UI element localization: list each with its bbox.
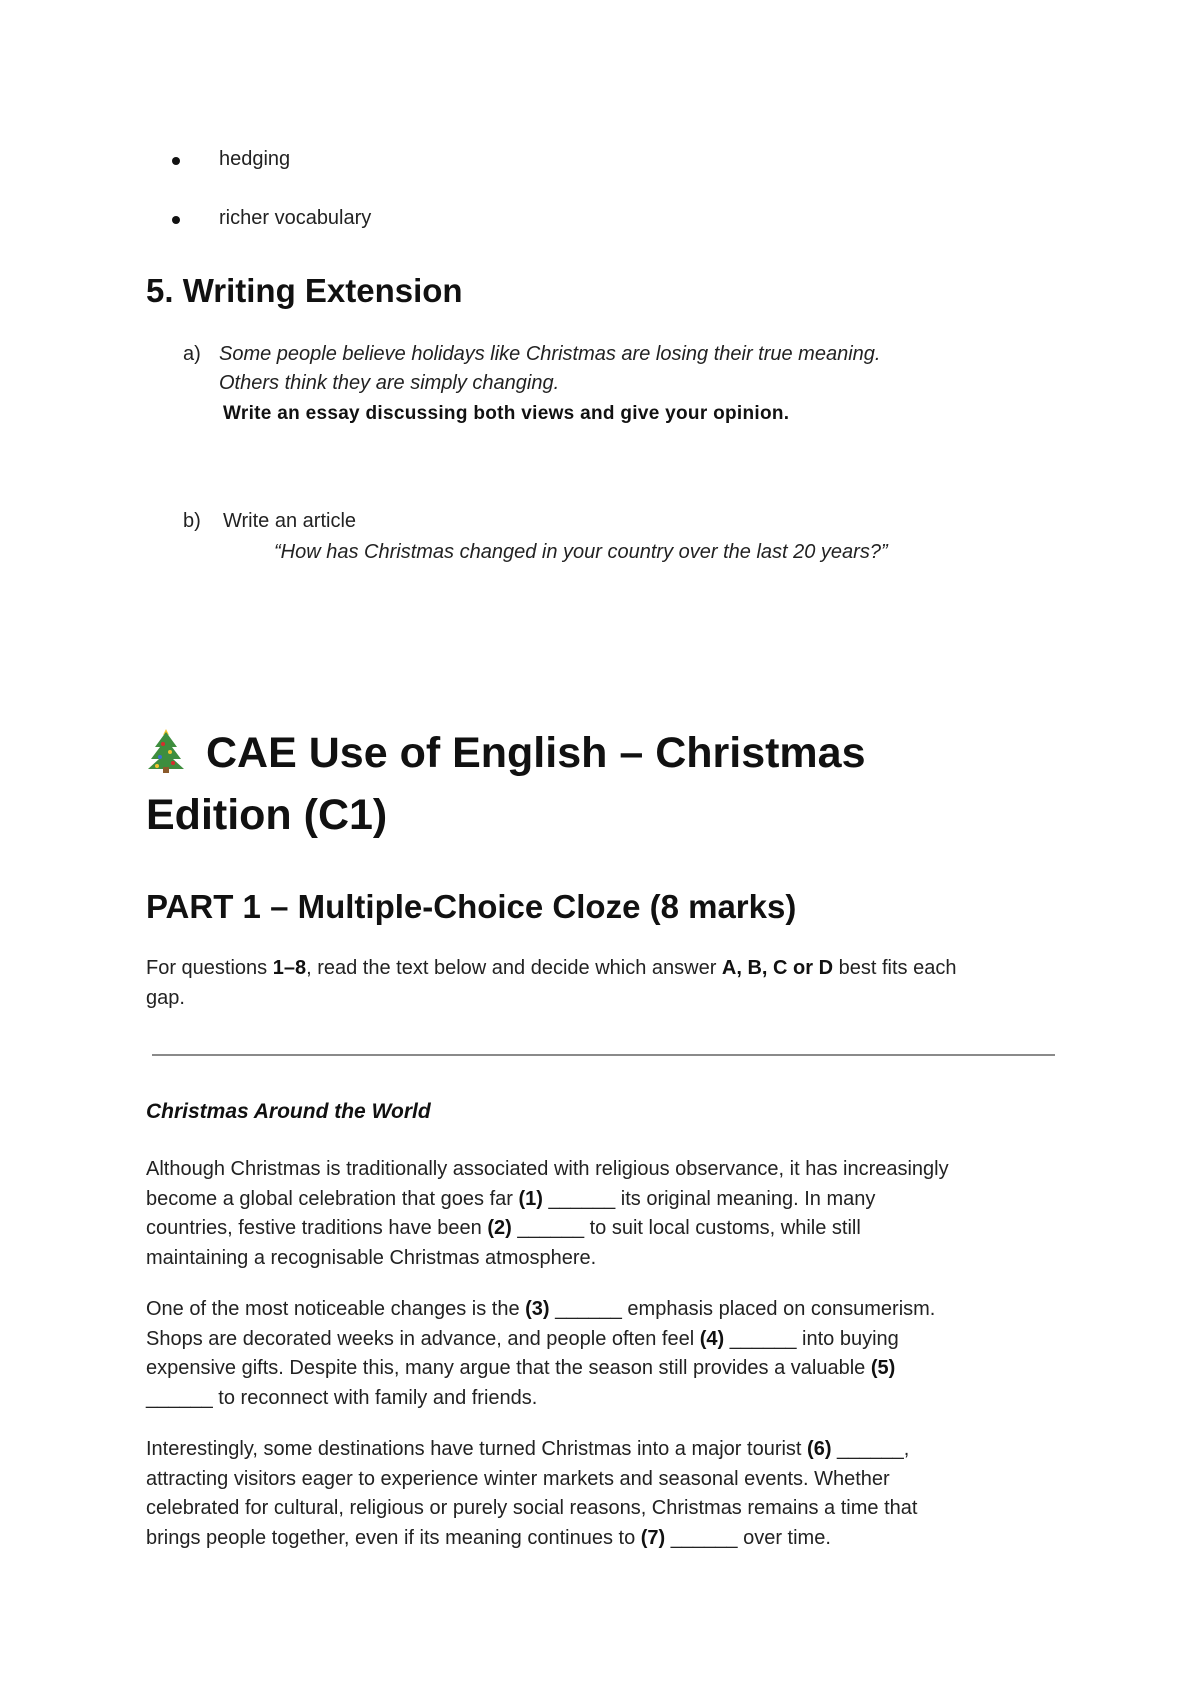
part1-heading: PART 1 – Multiple-Choice Cloze (8 marks) bbox=[146, 888, 797, 925]
christmas-tree-icon bbox=[146, 727, 186, 773]
gap-7: (7) bbox=[640, 1526, 666, 1549]
part1-instructions: For questions 1–8, read the text below and decide which answer A, B, C or D best fits each gap. bbox=[146, 957, 957, 1009]
cae-title-line2: Edition (C1) bbox=[146, 791, 388, 839]
cae-title bbox=[146, 722, 866, 784]
gap-4: (4) bbox=[699, 1327, 725, 1350]
gap-2: (2) bbox=[487, 1217, 512, 1239]
task-b-marker: b) bbox=[183, 510, 201, 532]
list-item-text: hedging bbox=[219, 148, 291, 170]
text-paragraph-2: One of the most noticeable changes is the (3) ______ emphasis placed on consumerism. Shops are decorated weeks in advance, and people often feel (4) ______ into buying expensive gifts. Despite this, many argue that the season still provides a valuable (5) ______ to reconnect with family and friends. bbox=[146, 1298, 936, 1409]
task-a-marker: a) bbox=[183, 343, 201, 365]
gap-1: (1) bbox=[518, 1187, 543, 1210]
gap-5: (5) bbox=[870, 1357, 896, 1379]
task-b-title: “How has Christmas changed in your country over the last 20 years?” bbox=[274, 541, 888, 563]
text-paragraph-3: Interestingly, some destinations have turned Christmas into a major tourist (6) ______, attracting visitors eager to experience winter markets and seasonal events. Whether celebrated for cultural, religious or purely social reasons, Christmas remains a time that brings people together, even if its meaning continues to (7) ______ over time. bbox=[146, 1438, 918, 1549]
bullet-icon bbox=[172, 157, 180, 165]
text-paragraph-1: Although Christmas is traditionally associated with religious observance, it has increasingly become a global celebration that goes far (1) ______ its original meaning. In many countries, festive traditions have been (2) ______ to suit local customs, while still maintaining a recognisable Christmas atmosphere. bbox=[146, 1158, 949, 1269]
text-title: Christmas Around the World bbox=[146, 1100, 431, 1123]
list-item-text: richer vocabulary bbox=[219, 207, 372, 229]
gap-3: (3) bbox=[525, 1298, 550, 1320]
writing-extension-heading: 5. Writing Extension bbox=[146, 272, 463, 309]
bullet-icon bbox=[172, 216, 180, 224]
task-b-instruction: Write an article bbox=[223, 510, 357, 532]
task-a-instruction: Write an essay discussing both views and give your opinion. bbox=[223, 403, 790, 424]
task-a-prompt-line1: Some people believe holidays like Christmas are losing their true meaning. bbox=[219, 343, 881, 365]
divider bbox=[152, 1054, 1055, 1056]
cae-title-line1: CAE Use of English – Christmas bbox=[206, 729, 866, 777]
task-a-prompt-line2: Others think they are simply changing. bbox=[219, 372, 560, 394]
gap-6: (6) bbox=[807, 1438, 832, 1460]
